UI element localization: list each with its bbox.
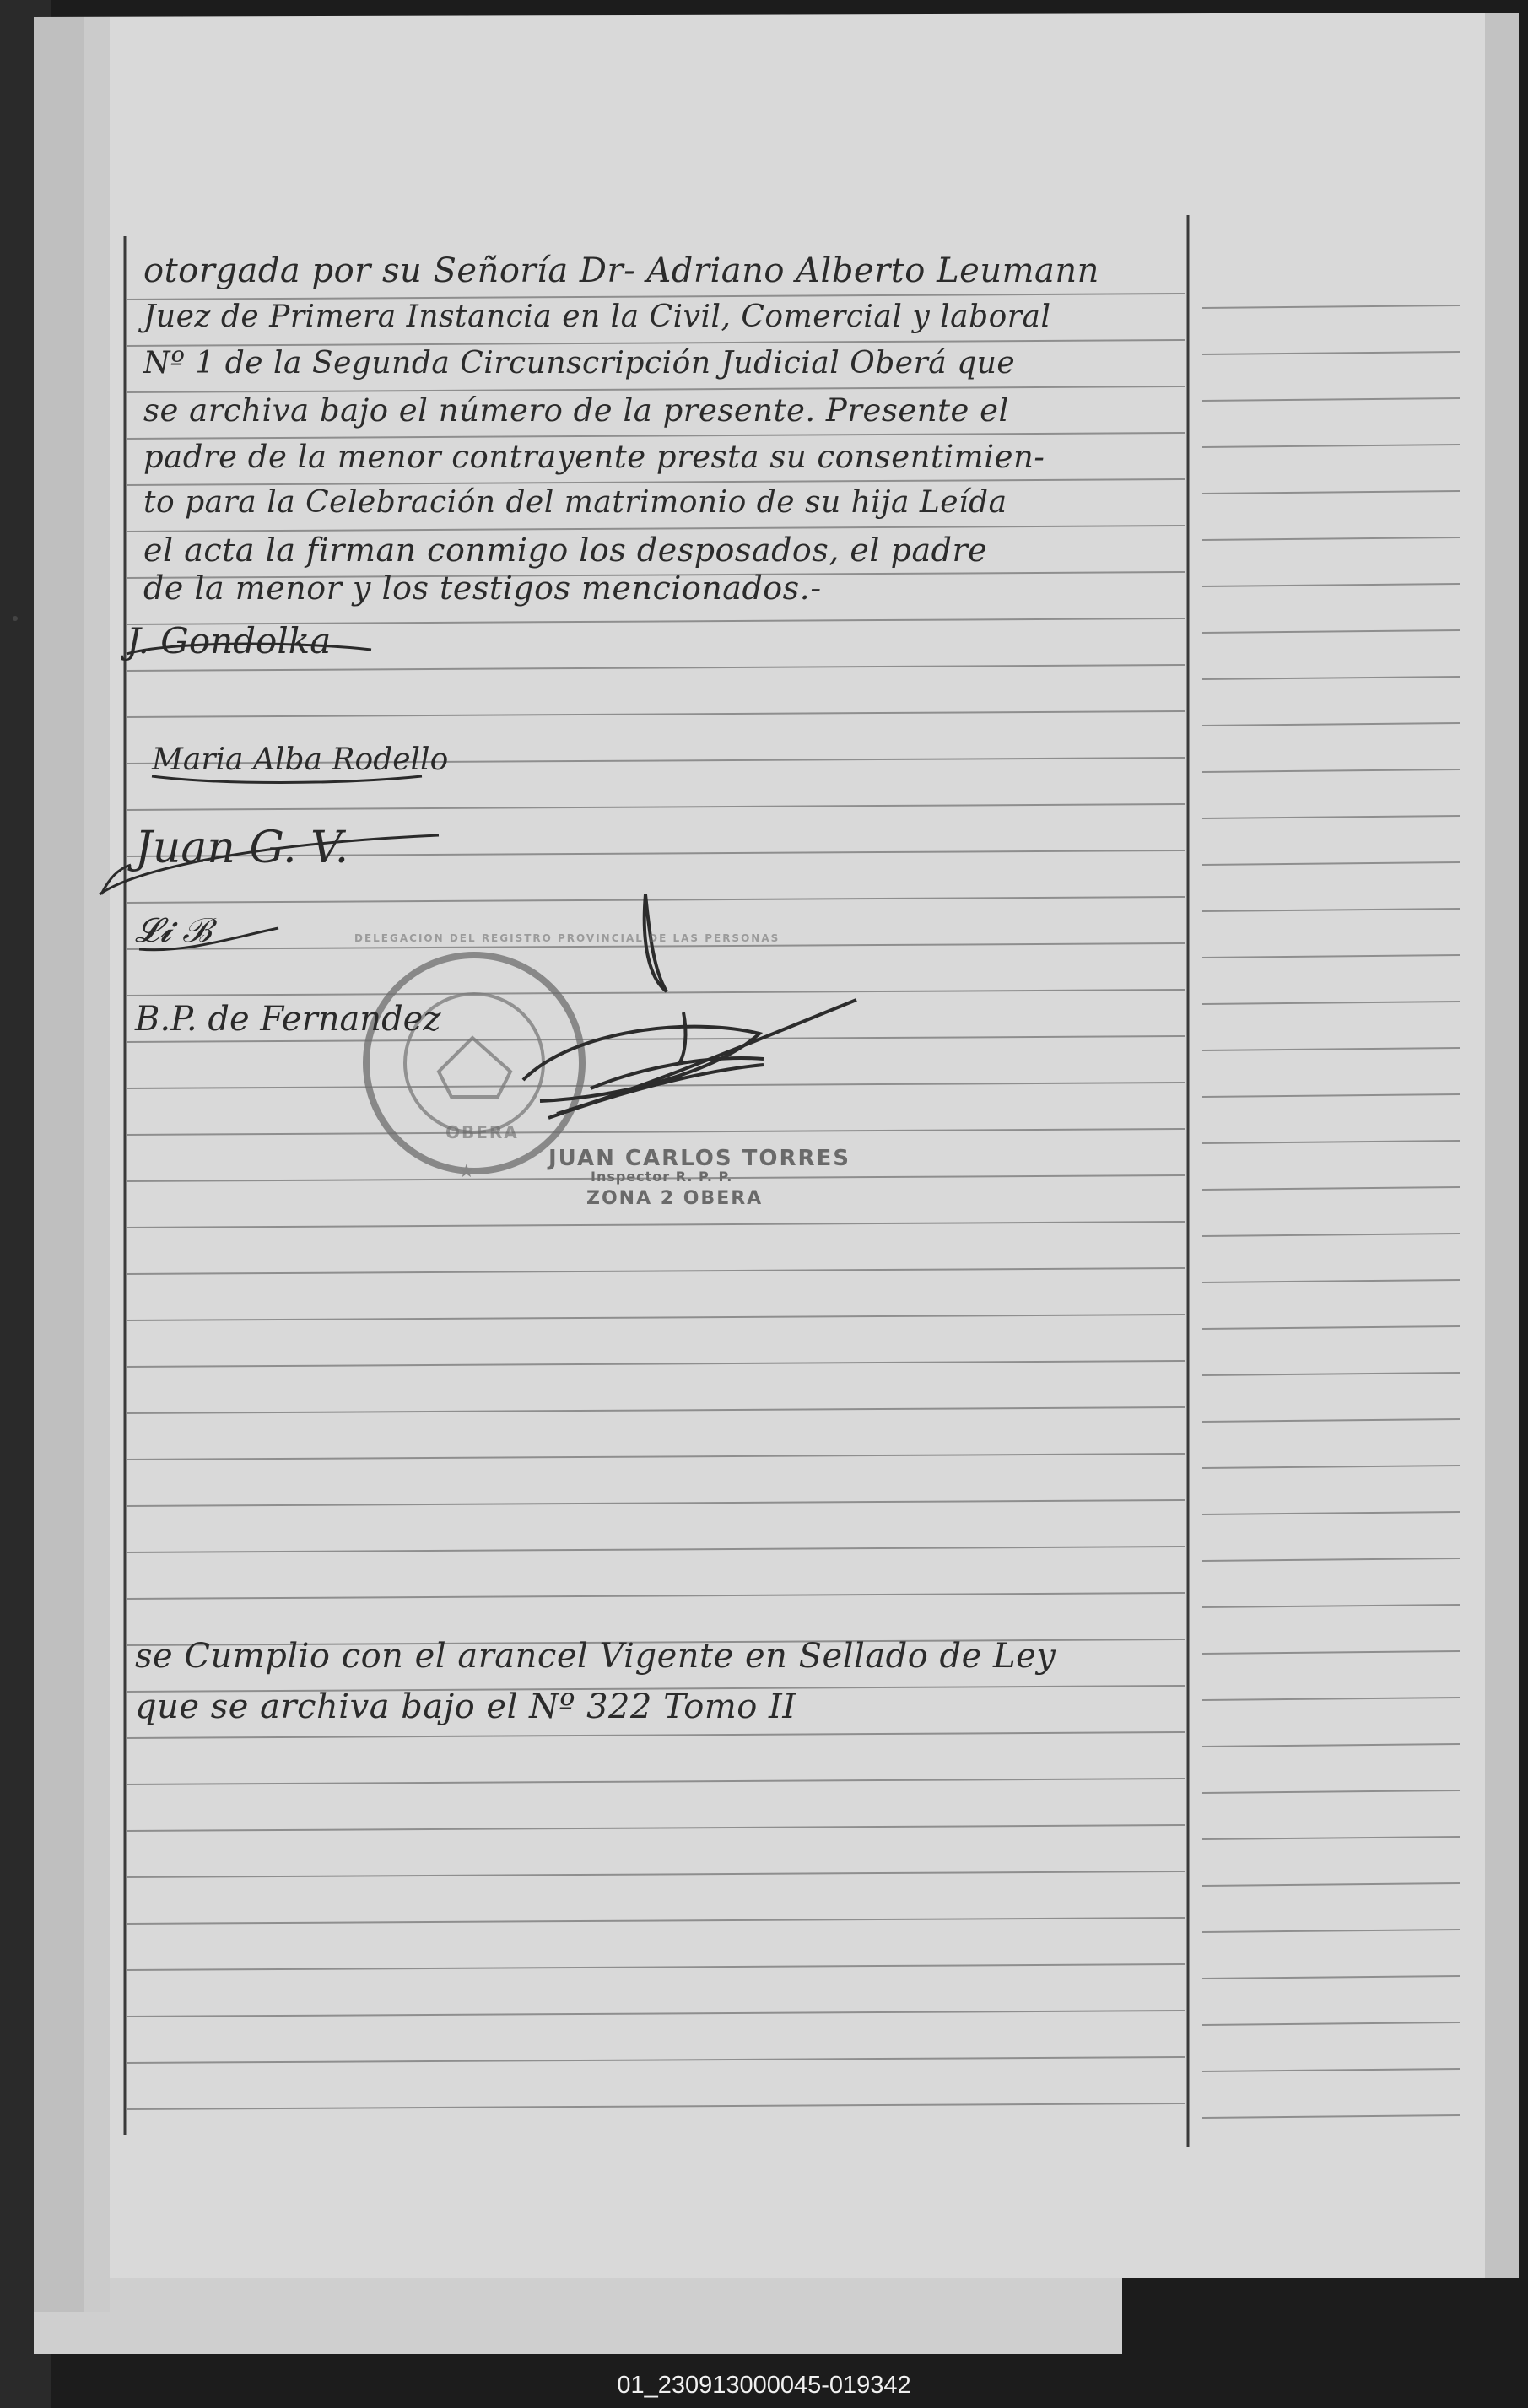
image-identifier: 01_230913000045-019342 — [617, 2372, 911, 2399]
note-line: que se archiva bajo el Nº 322 Tomo II — [135, 1687, 796, 1726]
stamp-official-name: JUAN CARLOS TORRES — [548, 1146, 851, 1171]
stamp-center-text: OBERA — [445, 1122, 519, 1142]
svg-text:★: ★ — [458, 1161, 475, 1182]
signature-witness: 𝓛𝓲 ℬ — [135, 911, 211, 950]
stamp-official-zone: ZONA 2 OBERA — [586, 1188, 764, 1209]
stamp-ring-text: DELEGACION DEL REGISTRO PROVINCIAL DE LAS PERSONAS — [354, 932, 780, 944]
signature-bride: Maria Alba Rodello — [152, 742, 449, 777]
body-line: Nº 1 de la Segunda Circunscripción Judicial Oberá que — [143, 346, 1016, 381]
signature-witness-2: B.P. de Fernandez — [135, 1000, 441, 1039]
body-line: de la menor y los testigos mencionados.- — [143, 570, 822, 607]
body-line: otorgada por su Señoría Dr- Adriano Alberto Leumann — [143, 251, 1099, 290]
body-line: padre de la menor contrayente presta su consentimien- — [143, 439, 1045, 475]
stamp-official-title: Inspector R. P. P. — [591, 1169, 733, 1185]
note-line: se Cumplio con el arancel Vigente en Sellado de Ley — [135, 1637, 1056, 1676]
body-line: se archiva bajo el número de la presente. Presente el — [143, 392, 1009, 429]
body-line: Juez de Primera Instancia en la Civil, Comercial y laboral — [143, 300, 1051, 334]
body-line: el acta la firman conmigo los desposados, el padre — [143, 532, 988, 569]
signature-father: Juan G. V. — [135, 823, 349, 873]
signature-groom: J. Gondolka — [127, 620, 332, 661]
body-line: to para la Celebración del matrimonio de su hija Leída — [143, 485, 1007, 520]
